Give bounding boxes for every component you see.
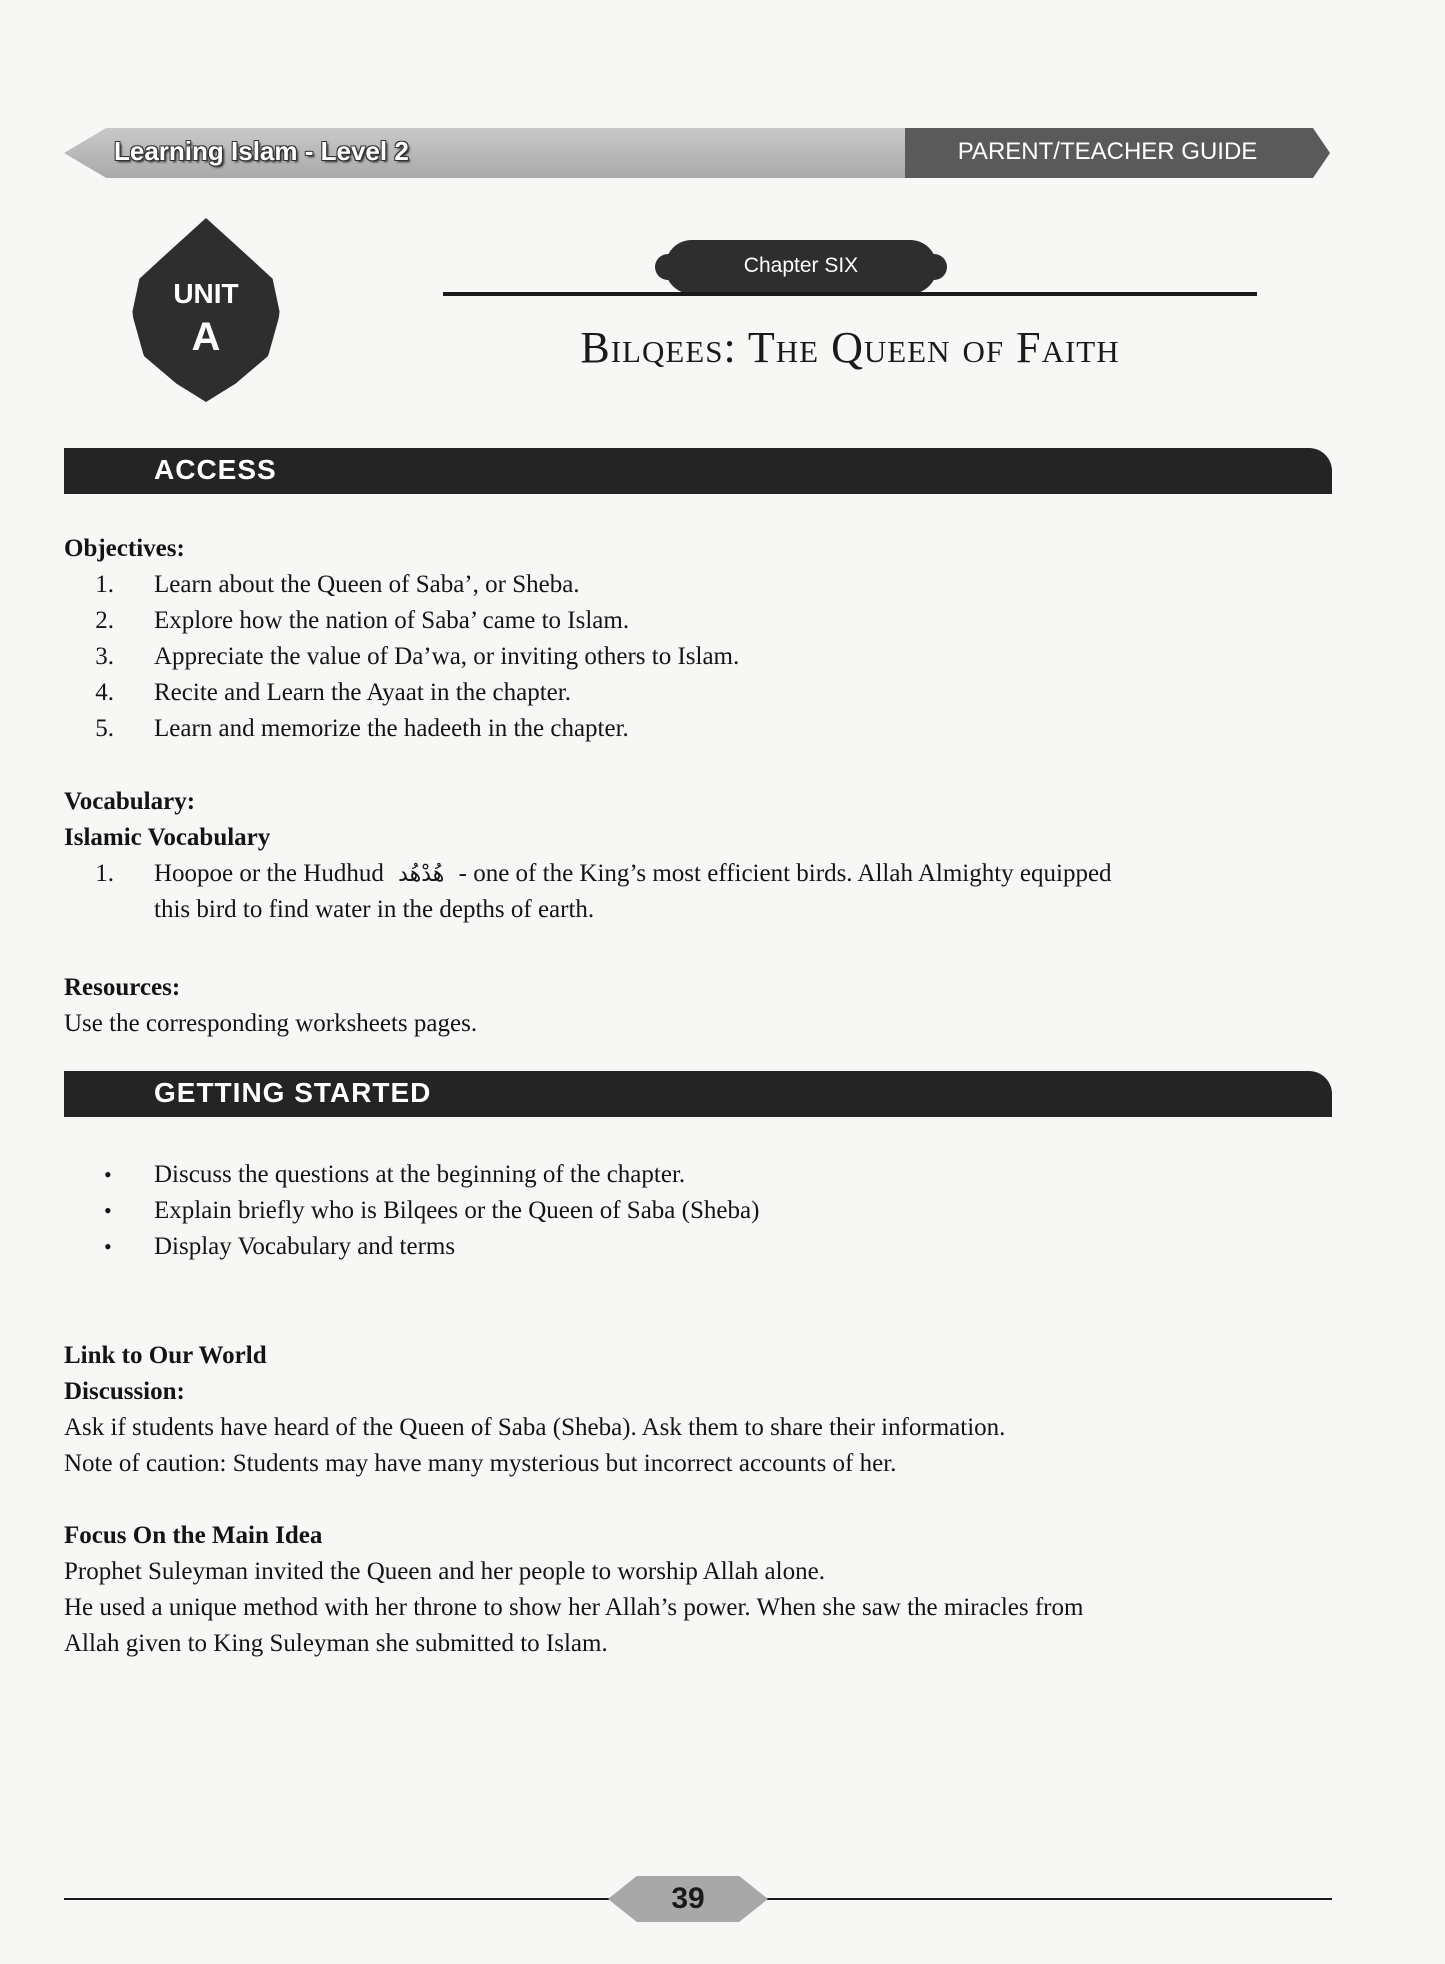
list-item: 1. Learn about the Queen of Saba’, or Sheba. (95, 571, 580, 598)
focus-line: Prophet Suleyman invited the Queen and her people to worship Allah alone. (64, 1558, 825, 1585)
list-item: 3. Appreciate the value of Da’wa, or inviting others to Islam. (95, 643, 740, 670)
unit-word: UNIT (173, 278, 239, 309)
focus-label: Focus On the Main Idea (64, 1522, 323, 1549)
vocab-item-continued: this bird to find water in the depths of earth. (154, 896, 595, 923)
discussion-label: Discussion: (64, 1378, 185, 1405)
objectives-list (84, 567, 1344, 747)
page-number: 39 (671, 1882, 705, 1915)
chapter-title: Bilqees: The Queen of Faith (580, 323, 1120, 372)
islamic-vocabulary-label: Islamic Vocabulary (64, 824, 271, 851)
link-to-world-label: Link to Our World (64, 1342, 267, 1369)
getting-started-heading: GETTING STARTED (154, 1077, 432, 1108)
getting-started-bullets (104, 1157, 1304, 1265)
resources-text: Use the corresponding worksheets pages. (64, 1010, 478, 1037)
vocab-item: 1. Hoopoe or the Hudhud هُدْهُد - one of the King’s most efficient birds. Allah Almighty equipped (95, 860, 1112, 887)
vocabulary-label: Vocabulary: (64, 788, 196, 815)
objectives-label: Objectives: (64, 535, 185, 562)
focus-line: Allah given to King Suleyman she submitted to Islam. (64, 1630, 608, 1657)
list-item: 2. Explore how the nation of Saba’ came to Islam. (95, 607, 630, 634)
unit-badge (132, 218, 280, 402)
list-item: 4. Recite and Learn the Ayaat in the chapter. (95, 679, 571, 706)
list-item: 5. Learn and memorize the hadeeth in the chapter. (95, 715, 629, 742)
access-heading: ACCESS (154, 454, 277, 485)
guide-label: PARENT/TEACHER GUIDE (957, 138, 1258, 165)
discussion-line: Ask if students have heard of the Queen of Saba (Sheba). Ask them to share their information. (64, 1414, 1006, 1441)
chapter-label: Chapter SIX (743, 254, 859, 277)
list-item: • Discuss the questions at the beginning of the chapter. (104, 1161, 686, 1188)
list-item: • Explain briefly who is Bilqees or the Queen of Saba (Sheba) (104, 1197, 760, 1224)
list-item: • Display Vocabulary and terms (104, 1233, 456, 1260)
discussion-line: Note of caution: Students may have many mysterious but incorrect accounts of her. (64, 1450, 897, 1477)
unit-letter: A (191, 315, 221, 359)
focus-line: He used a unique method with her throne to show her Allah’s power. When she saw the miracles from (64, 1594, 1084, 1621)
series-title: Learning Islam - Level 2 (114, 136, 409, 166)
title-rule (443, 292, 1257, 296)
resources-label: Resources: (64, 974, 181, 1001)
